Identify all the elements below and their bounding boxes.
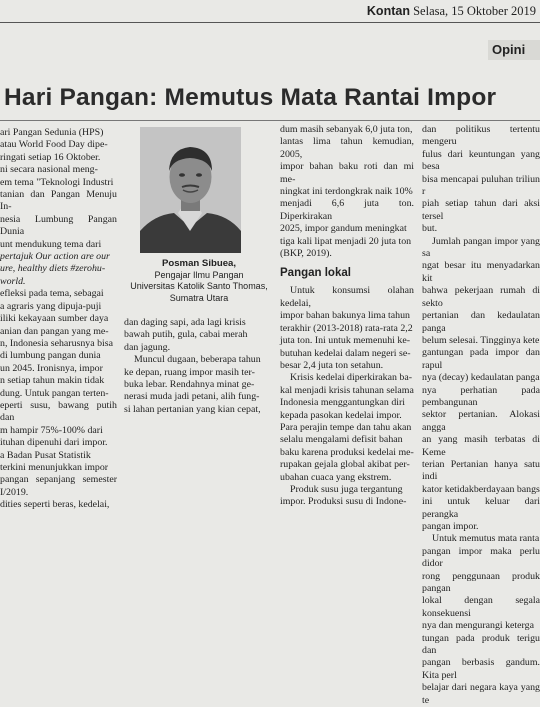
text-line: Muncul dugaan, beberapa tahun [134,354,261,366]
text-line: fulus dari keuntungan yang besa [422,148,540,173]
text-line: tiga kali lipat menjadi 20 juta ton [280,235,412,247]
text-line: dan daging sapi, ada lagi krisis [124,317,246,328]
text-line: belum selesai. Tingginya kete [422,334,540,346]
text-line: un 2045. Ironisnya, impor [0,362,103,374]
text-line: ubahan cuaca yang ekstrem. [280,471,392,483]
text-line: Jumlah pangan impor yang sa [422,235,540,260]
author-role: Pengajar Ilmu Pangan [154,270,244,280]
text-line: pangan sepanjang semester I/2019. [0,474,117,498]
text-line: ini untuk keluar dari perangka [422,496,540,520]
text-line: bahwa pekerjaan rumah di sekto [422,285,540,309]
text-line: nya dan mengurangi keterga [422,620,534,632]
text-line: efleksi pada tema, sebagai [0,288,104,300]
text-line: piah setiap tahun dari aksi tersel [422,198,540,222]
text-line: Indonesia menggantungkan diri [280,397,406,409]
text-line: a Badan Pusat Statistik [0,449,91,461]
text-line: ningkat ini terdongkrak naik 10% [280,186,413,198]
article-headline: Hari Pangan: Memutus Mata Rantai Impor [4,84,497,111]
text-line: pertanian dan kedaulatan panga [422,310,540,334]
text-line: sektor pertanian. Alokasi angga [422,409,540,433]
text-line: Krisis kedelai diperkirakan ba- [290,372,413,384]
text-line: ure, healthy diets #zerohu- [0,263,106,275]
article-column-2 [124,317,274,415]
text-line: bawah putih, gula, cabai merah [124,329,248,341]
author-photo [140,127,241,253]
text-line: ngat besar itu menyadarkan kit [422,260,540,284]
text-line: nerasi muda jadi petani, alih fung- [124,391,260,403]
headline-rule [0,120,540,121]
text-line: dung. Untuk pangan terten- [0,387,109,399]
text-line: dan jagung. [124,341,171,353]
text-line: ari Pangan Sedunia (HPS) [0,127,104,138]
text-line: gantungan pada impor dan rapul [422,347,540,371]
author-portrait-image [140,127,241,253]
text-line: pangan berbasis gandum. Kita perl [422,657,540,681]
text-line: nesia Lumbung Pangan Dunia [0,213,117,238]
text-line: ituhan dipenuhi dari impor. [0,437,108,449]
author-location: Sumatra Utara [169,292,229,303]
text-line: iliki kekayaan sumber daya [0,313,109,325]
text-line: Para perajin tempe dan tahu akan [280,421,412,433]
text-line: rupakan gejala global akibat per- [280,459,410,471]
text-line: dan politikus tertentu mengeru [422,124,540,148]
text-line: but. [422,223,438,235]
text-line: a agraris yang dipuja-puji [0,300,102,312]
text-line: belajar dari negara kaya yang te [422,682,540,706]
text-line: si lahan pertanian yang kian cepat, [124,403,261,415]
top-rule [0,22,540,23]
text-line: rong penggunaan produk pangan [422,570,540,595]
masthead [367,4,536,19]
text-line: Untuk konsumsi olahan kedelai, [280,285,414,309]
text-line: bisa mencapai puluhan triliun r [422,173,540,198]
section-label: Opini [488,40,540,60]
text-line: pertajuk Our action are our [0,251,110,263]
article-column-1 [0,127,117,511]
text-line: anian dan pangan yang me- [0,325,109,337]
text-line: lantas lima tahun kemudian, 2005, [280,136,414,160]
text-line: impor. Produksi susu di Indone- [280,496,407,508]
text-line: dities seperti beras, kedelai, [0,499,110,511]
text-line: kator ketidakberdayaan bangs [422,483,540,495]
text-line: m hampir 75%-100% dari [0,424,103,436]
text-line: juta ton. Ini untuk memenuhi ke- [280,335,410,347]
author-name: Posman Sibuea, [161,258,237,269]
text-line: ni secara nasional meng- [0,164,98,176]
text-line: dum masih sebanyak 6,0 juta ton, [280,124,413,135]
text-line: nya (decay) kedaulatan panga [422,372,540,384]
text-line: em tema "Teknologi Industri [0,176,114,188]
article-column-4 [422,124,540,706]
text-line: di lumbung pangan dunia [0,350,101,362]
text-line: terakhir (2013-2018) rata-rata 2,2 [280,322,413,334]
text-line: atau World Food Day dipe- [0,139,108,151]
text-line: buka lebar. Rendahnya minat ge- [124,379,255,391]
masthead-brand: Kontan [366,4,410,18]
text-line: kepada pasokan kedelai impor. [280,409,402,421]
text-line: terkini menunjukkan impor [0,461,109,473]
text-line: an yang masih terbatas di Keme [422,434,540,458]
author-affiliation: Universitas Katolik Santo Thomas, [130,281,268,292]
text-line: lokal dengan segala konsekuensi [422,595,540,619]
text-line: unt mendukung tema dari [0,238,102,250]
text-line: n setiap tahun makin tidak [0,375,105,387]
text-line: 2025, impor gandum meningkat [280,223,407,235]
text-line: selalu mengalami defisit bahan [280,434,403,446]
text-line: ringati setiap 16 Oktober. [0,151,101,163]
text-line: ke depan, ruang impor masih ter- [124,366,255,378]
text-line: baku karena produksi kedelai me- [280,446,414,458]
text-line: terian Pertanian hanya satu indi [422,458,540,483]
text-line: menjadi 6,6 juta ton. Diperkirakan [280,198,414,222]
text-line: pangan impor maka perlu didor [422,545,540,570]
text-line: nya perhatian pada pembangunan [422,384,540,408]
text-line: impor bahan baku roti dan mi me- [280,161,414,185]
masthead-date: Selasa, 15 Oktober 2019 [413,4,536,18]
text-line: butuhan kedelai dalam negeri se- [280,347,411,359]
text-line: Untuk memutus mata ranta [432,533,540,545]
masthead-bar [0,0,540,22]
article-column-3 [280,124,414,508]
text-line: eperti susu, bawang putih dan [0,399,117,424]
text-line: kal menjadi krisis tahunan selama [280,384,414,396]
text-line: tanian dan Pangan Menuju In- [0,189,117,213]
text-line: n, Indonesia seharusnya bisa [0,337,113,349]
section-subhead: Pangan lokal [280,267,351,280]
text-line: (BKP, 2019). [280,248,332,260]
text-line: impor bahan bakunya lima tahun [280,310,410,322]
text-line: tungan pada produk terigu dan [422,632,540,657]
text-line: world. [0,275,26,287]
text-line: pangan impor. [422,521,479,532]
author-caption [120,257,278,304]
text-line: Produk susu juga tergantung [290,483,403,495]
text-line: besar 2,4 juta ton setahun. [280,359,384,371]
